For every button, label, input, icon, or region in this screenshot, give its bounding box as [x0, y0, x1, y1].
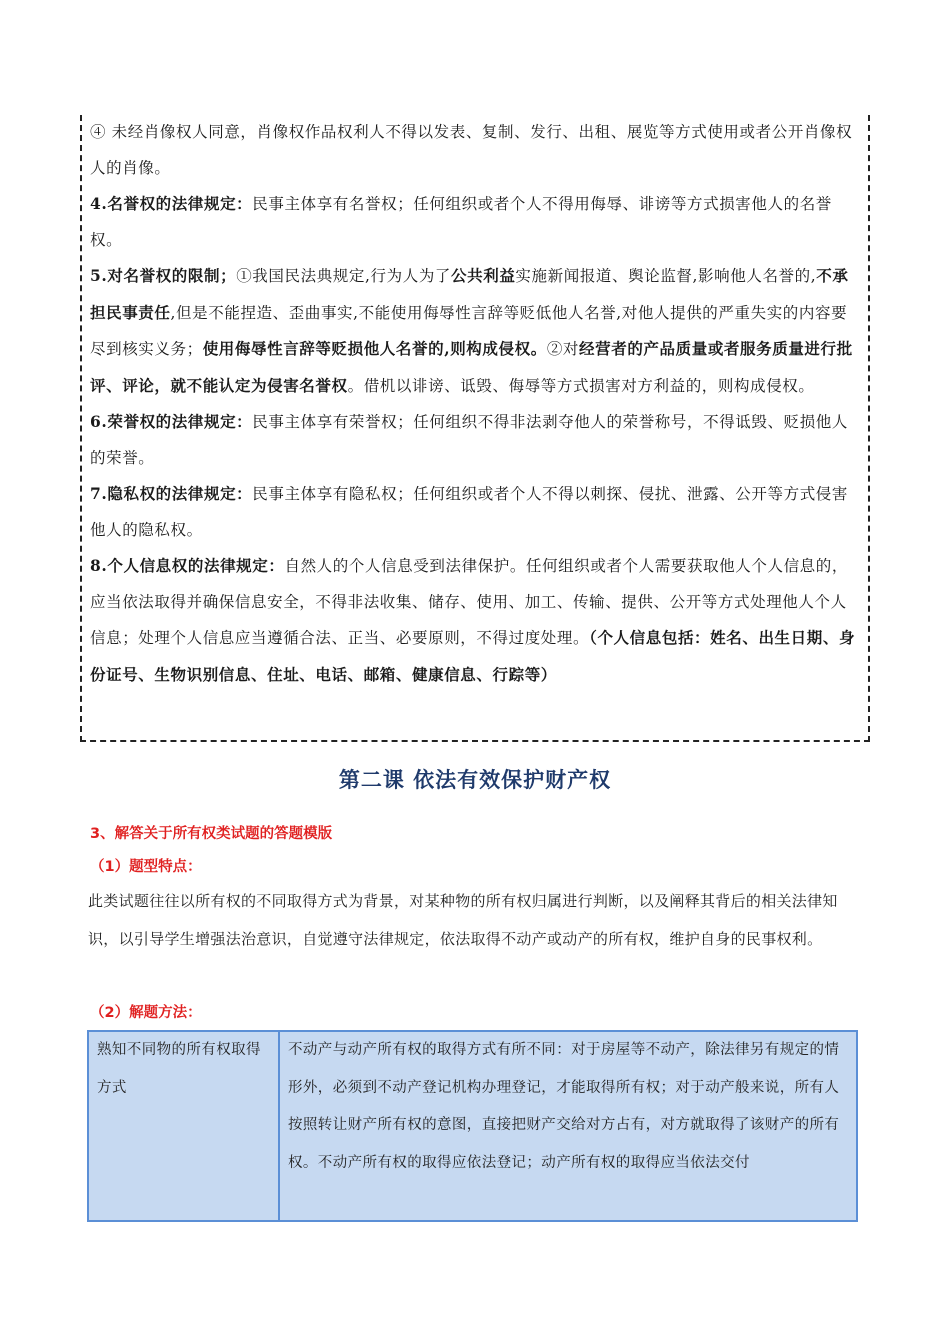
reputation-limit-label: 5.对名誉权的限制； — [90, 266, 237, 285]
section-title: 3、解答关于所有权类试题的答题模版 — [90, 826, 333, 842]
personal-info-right-item — [90, 548, 858, 693]
reputation-limit-text-h: 经营者的产品质量或者服务质量进行批评、评论，就不能认定为侵害名誉权 — [90, 339, 853, 395]
reputation-right-text: 民事主体享有名誉权；任何组织或者个人不得用侮辱、诽谤等方式损害他人的名誉权。 — [90, 195, 832, 249]
reputation-limit-text-a: ①我国民法典规定,行为人为了 — [236, 267, 452, 285]
portrait-right-item — [90, 115, 858, 186]
lesson-title: 第二课 依法有效保护财产权 — [338, 768, 612, 792]
reputation-limit-item — [90, 258, 858, 404]
reputation-limit-text-b: 公共利益 — [451, 266, 516, 285]
reputation-right-item — [90, 186, 858, 258]
reputation-limit-text-d: 不承担民事责任 — [90, 266, 849, 322]
reputation-limit-text-g: ②对 — [546, 340, 580, 358]
privacy-right-label: 7.隐私权的法律规定： — [90, 484, 253, 503]
portrait-right-text: ④ 未经肖像权人同意，肖像权作品权利人不得以发表、复制、发行、出租、展览等方式使用或者公开肖像权人的肖像。 — [90, 123, 853, 177]
solution-method-heading: （2）解题方法： — [90, 1005, 202, 1021]
question-feature-heading: （1）题型特点： — [90, 859, 202, 875]
reputation-limit-text-e: ,但是不能捏造、歪曲事实,不能使用侮辱性言辞等贬低他人名誉,对他人提供的严重失实的内容要尽到核实义务； — [90, 303, 848, 358]
personal-info-right-text: 自然人的个人信息受到法律保护。任何组织或者个人需要获取他人个人信息的，应当依法取得并确保信息安全，不得非法收集、储存、使用、加工、传输、提供、公开等方式处理他人个人信息；处理个人信息应当遵循合法、正当、必要原则，不得过度处理。 — [90, 557, 848, 647]
reputation-right-label: 4.名誉权的法律规定： — [90, 194, 253, 213]
reputation-limit-text-c: 实施新闻报道、舆论监督,影响他人名誉的, — [515, 267, 817, 285]
honor-right-label: 6.荣誉权的法律规定： — [90, 412, 253, 431]
solution-method-table — [87, 1030, 858, 1222]
privacy-right-item — [90, 476, 858, 548]
method-table-left-cell: 熟知不同物的所有权取得方式 — [88, 1031, 279, 1221]
question-feature-text: 此类试题往往以所有权的不同取得方式为背景，对某种物的所有权归属进行判断，以及阐释其背后的相关法律知识，以引导学生增强法治意识，自觉遵守法律规定，依法取得不动产或动产的所有权，维护自身的民事权利。 — [88, 892, 838, 948]
privacy-right-text: 民事主体享有隐私权；任何组织或者个人不得以刺探、侵扰、泄露、公开等方式侵害他人的隐私权。 — [90, 485, 848, 539]
honor-right-text: 民事主体享有荣誉权；任何组织不得非法剥夺他人的荣誉称号，不得诋毁、贬损他人的荣誉。 — [90, 413, 848, 467]
reputation-limit-text-f: 使用侮辱性言辞等贬损他人名誉的,则构成侵权。 — [202, 339, 547, 358]
rights-dashed-box — [80, 115, 870, 742]
honor-right-item — [90, 404, 858, 476]
reputation-limit-text-i: 。借机以诽谤、诋毁、侮辱等方式损害对方利益的，则构成侵权。 — [347, 376, 815, 395]
personal-info-right-label: 8.个人信息权的法律规定： — [90, 556, 285, 575]
table-row — [88, 1031, 857, 1221]
method-table-right-cell: 不动产与动产所有权的取得方式有所不同：对于房屋等不动产，除法律另有规定的情形外，必须到不动产登记机构办理登记，才能取得所有权；对于动产般来说，所有人按照转让财产所有权的意图，直接把财产交给对方占有，对方就取得了该财产的所有权。不动产所有权的取得应依法登记；动产所有权的取得应当依法交付 — [279, 1031, 857, 1221]
personal-info-note: （个人信息包括：姓名、出生日期、身份证号、生物识别信息、住址、电话、邮箱、健康信息、行踪等） — [90, 628, 856, 684]
